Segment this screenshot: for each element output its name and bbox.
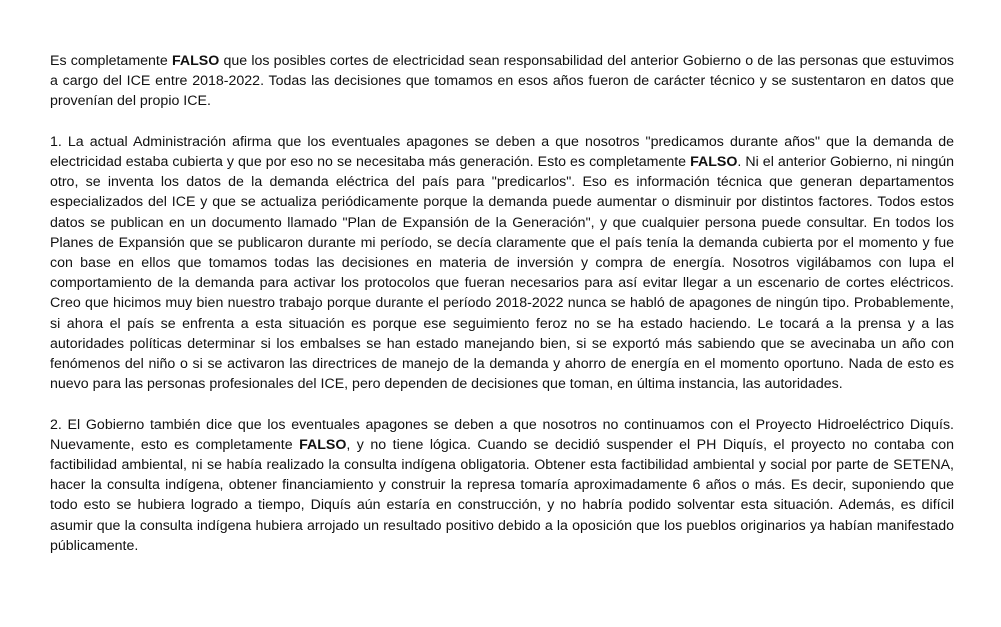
paragraph-point-2 bbox=[50, 415, 954, 556]
paragraph-point-1 bbox=[50, 132, 954, 395]
text-segment: , y no tiene lógica. Cuando se decidió suspender el PH Diquís, el proyecto no contaba con factibilidad ambiental, ni se había realizado la consulta indígena obligatoria. Obtener esta factibilidad ambiental y social por parte de SETENA, hacer la consulta indígena, obtener financiamiento y construir la represa tomaría aproximadamente 6 años o más. Es decir, suponiendo que todo esto se hubiera logrado a tiempo, Diquís aún estaría en construcción, y no habría podido solventar esta situación. Además, es difícil asumir que la consulta indígena hubiera arrojado un resultado positivo debido a la oposición que los pueblos originarios ya habían manifestado públicamente. bbox=[50, 436, 954, 554]
text-segment: . Ni el anterior Gobierno, ni ningún otro, se inventa los datos de la demanda eléctrica del país para "predicarlos". Eso es información técnica que generan departamentos especializados del ICE y que se actualiza periódicamente porque la demanda puede aumentar o disminuir por distintos factores. Todos estos datos se publican en un documento llamado "Plan de Expansión de la Generación", y que cualquier persona puede consultar. En todos los Planes de Expansión que se publicaron durante mi período, se decía claramente que el país tenía la demanda cubierta por el momento y fue con base en ellos que tomamos todas las decisiones en materia de inversión y compra de energía. Nosotros vigilábamos con lupa el comportamiento de la demanda para activar los protocolos que fueran necesarios para así evitar llegar a un escenario de cortes eléctricos. Creo que hicimos muy bien nuestro trabajo porque durante el período 2018-2022 nunca se habló de apagones de ningún tipo. Probablemente, si ahora el país se enfrenta a esta situación es porque ese seguimiento feroz no se ha estado haciendo. Le tocará a la prensa y a las autoridades políticas determinar si los embalses se han estado manejando bien, si se exportó más sabiendo que se avecinaba un año con fenómenos del niño o si se activaron las directrices de manejo de la demanda y ahorro de energía en el momento oportuno. Nada de esto es nuevo para las personas profesionales del ICE, pero dependen de decisiones que toman, en última instancia, las autoridades. bbox=[50, 154, 955, 393]
emphasis-falso: FALSO bbox=[690, 154, 738, 170]
emphasis-falso: FALSO bbox=[171, 53, 220, 69]
paragraph-intro bbox=[50, 51, 954, 112]
text-segment: 2. El Gobierno también dice que los eventuales apagones se deben a que nosotros no continuamos con el Proyecto Hidroeléctrico Diquís. Nuevamente, esto es completamente bbox=[50, 416, 954, 453]
text-segment: 1. La actual Administración afirma que los eventuales apagones se deben a que nosotros "predicamos durante años" que la demanda de electricidad estaba cubierta y que por eso no se necesitaba más generación. Esto es completamente bbox=[50, 133, 954, 170]
document-body bbox=[50, 51, 954, 556]
emphasis-falso: FALSO bbox=[299, 436, 347, 453]
text-segment: Es completamente bbox=[50, 53, 172, 69]
text-segment: que los posibles cortes de electricidad sean responsabilidad del anterior Gobierno o de las personas que estuvimos a cargo del ICE entre 2018-2022. Todas las decisiones que tomamos en esos años fueron de carácter técnico y se sustentaron en datos que provenían del propio ICE. bbox=[50, 53, 954, 110]
